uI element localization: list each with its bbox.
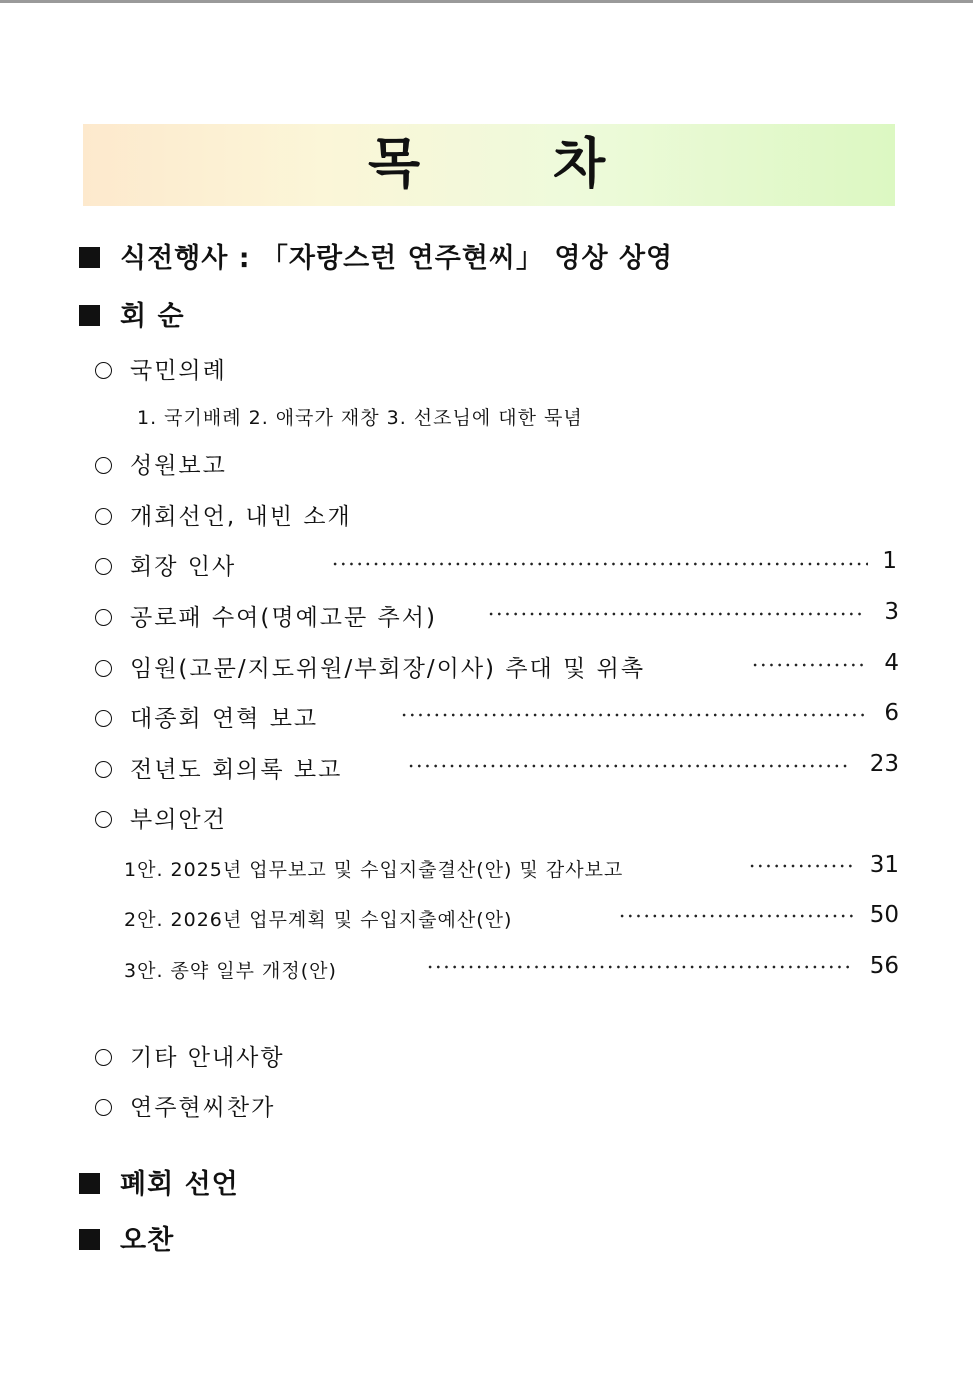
toc-item-award (95, 599, 437, 632)
dot-leader (618, 914, 854, 918)
section-closing-label: 폐회 선언 (120, 1169, 239, 1200)
toc-item-president-greeting (95, 548, 236, 581)
top-border (0, 0, 973, 3)
toc-page-number: 4 (884, 650, 899, 676)
section-meeting-label: 회 순 (120, 301, 185, 332)
dot-leader (407, 764, 850, 768)
toc-item-label: 회장 인사 (130, 554, 237, 580)
dot-leader (400, 713, 867, 717)
circle-bullet-icon (95, 362, 112, 379)
toc-page-number: 23 (869, 751, 899, 777)
circle-bullet-icon (95, 457, 112, 474)
circle-bullet-icon (95, 1099, 112, 1116)
toc-page-number: 1 (882, 548, 897, 574)
square-bullet-icon (79, 1173, 100, 1194)
dot-leader (487, 612, 864, 616)
toc-item-label: 연주현씨찬가 (130, 1095, 276, 1121)
section-ceremony (79, 236, 673, 275)
agenda-item-3: 3안. 종약 일부 개정(안) (124, 960, 337, 982)
circle-bullet-icon (95, 558, 112, 575)
circle-bullet-icon (95, 761, 112, 778)
page-title-first-char: 목 (368, 131, 421, 195)
circle-bullet-icon (95, 508, 112, 525)
toc-item-agenda (95, 801, 227, 834)
section-meeting (79, 294, 185, 333)
toc-item-label: 개회선언, 내빈 소개 (130, 504, 352, 530)
toc-item-anthem (95, 1089, 275, 1122)
national-ceremony-steps: 1. 국기배례 2. 애국가 재창 3. 선조님에 대한 묵념 (137, 407, 583, 429)
dot-leader (331, 562, 868, 566)
section-lunch (79, 1218, 174, 1257)
circle-bullet-icon (95, 710, 112, 727)
toc-page-number: 3 (884, 599, 899, 625)
toc-item-label: 대종회 연혁 보고 (130, 706, 319, 732)
toc-item-label: 국민의례 (130, 358, 227, 384)
page-title-second-char: 차 (553, 131, 606, 195)
agenda-item-1: 1안. 2025년 업무보고 및 수입지출결산(안) 및 감사보고 (124, 859, 624, 881)
toc-item-label: 공로패 수여(명예고문 추서) (130, 605, 437, 631)
toc-item-label: 전년도 회의록 보고 (130, 757, 343, 783)
section-lunch-label: 오찬 (120, 1225, 175, 1256)
toc-item-quorum (95, 447, 227, 480)
toc-item-officers (95, 650, 645, 683)
circle-bullet-icon (95, 1049, 112, 1066)
square-bullet-icon (79, 247, 100, 268)
toc-item-announcements (95, 1039, 285, 1072)
toc-item-label: 기타 안내사항 (130, 1045, 285, 1071)
toc-page-number: 31 (869, 852, 899, 878)
title-banner (83, 124, 895, 206)
toc-page-number: 56 (869, 953, 899, 979)
toc-page-number: 6 (884, 700, 899, 726)
toc-item-minutes (95, 751, 342, 784)
square-bullet-icon (79, 1229, 100, 1250)
toc-item-national-ceremony (95, 352, 227, 385)
section-ceremony-label: 식전행사 : 「자랑스런 연주현씨」 영상 상영 (120, 243, 674, 274)
toc-item-label: 임원(고문/지도위원/부회장/이사) 추대 및 위촉 (130, 656, 646, 682)
circle-bullet-icon (95, 660, 112, 677)
toc-item-history (95, 700, 318, 733)
toc-page-number: 50 (869, 902, 899, 928)
section-closing (79, 1162, 239, 1201)
toc-item-label: 부의안건 (130, 807, 227, 833)
square-bullet-icon (79, 305, 100, 326)
toc-item-opening (95, 498, 352, 531)
circle-bullet-icon (95, 811, 112, 828)
dot-leader (748, 864, 852, 868)
agenda-item-2: 2안. 2026년 업무계획 및 수입지출예산(안) (124, 909, 513, 931)
dot-leader (426, 965, 854, 969)
circle-bullet-icon (95, 609, 112, 626)
toc-item-label: 성원보고 (130, 453, 227, 479)
